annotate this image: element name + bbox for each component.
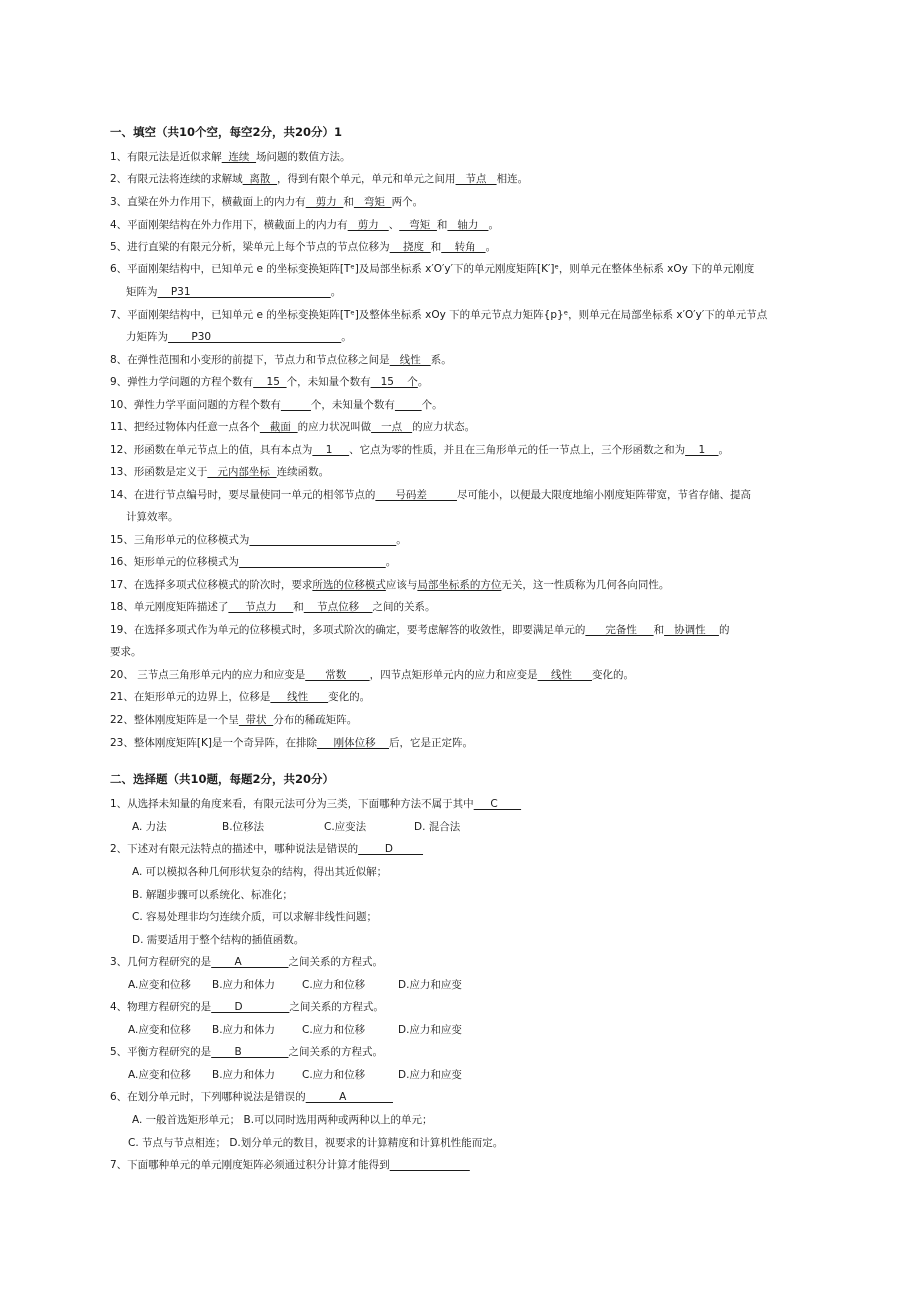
choice-q4-option-c: C.应力和位移 [302, 1024, 366, 1036]
choice-q5: 5、平衡方程研究的是 B 之间关系的方程式。 [110, 1046, 383, 1058]
choice-q4-option-b: B.应力和体力 [212, 1024, 276, 1036]
fill-q7: 7、平面刚架结构中，已知单元 e 的坐标变换矩阵[Tᵉ]及整体坐标系 xOy 下的单元节点力矩阵{p}ᵉ，则单元在局部坐标系 x′O′y′下的单元节点 [110, 309, 768, 321]
choice-q3-option-a: A.应变和位移 [128, 979, 191, 991]
fill-q12: 12、形函数在单元节点上的值，具有本点为 1 、它点为零的性质，并且在三角形单元的任一节点上，三个形函数之和为 1 。 [110, 444, 729, 456]
fill-q7-cont: 力矩阵为 P30 。 [126, 331, 352, 343]
choice-q7: 7、下面哪种单元的单元刚度矩阵必须通过积分计算才能得到 [110, 1159, 390, 1171]
choice-q6-options-cd: C. 节点与节点相连； D.划分单元的数目，视要求的计算精度和计算机性能而定。 [128, 1137, 504, 1149]
fill-q5: 5、进行直梁的有限元分析，梁单元上每个节点的节点位移为 挠度 和 转角 。 [110, 241, 497, 253]
choice-q2-option-c: C. 容易处理非均匀连续介质，可以求解非线性问题； [132, 911, 378, 923]
fill-q20: 20、 三节点三角形单元内的应力和应变是 常数 ，四节点矩形单元内的应力和应变是 线性 变化的。 [110, 669, 634, 681]
choice-q6: 6、在划分单元时，下列哪种说法是错误的 A [110, 1091, 393, 1103]
fill-q17: 17、在选择多项式位移模式的阶次时，要求所选的位移模式应该与局部坐标系的方位无关，这一性质称为几何各向同性。 [110, 579, 670, 591]
choice-q5-option-a: A.应变和位移 [128, 1069, 191, 1081]
fill-q6-cont: 矩阵为 P31 。 [126, 286, 342, 298]
choice-q6-options-ab: A. 一般首选矩形单元； B.可以同时选用两种或两种以上的单元； [132, 1114, 433, 1126]
fill-q3: 3、直梁在外力作用下，横截面上的内力有 剪力 和 弯矩 两个。 [110, 196, 424, 208]
fill-q11: 11、把经过物体内任意一点各个 截面 的应力状况叫做 一点 的应力状态。 [110, 421, 476, 433]
choice-q2-option-d: D. 需要适用于整个结构的插值函数。 [132, 934, 305, 946]
fill-q14: 14、在进行节点编号时，要尽量使同一单元的相邻节点的 号码差 尽可能小，以便最大限度地缩小刚度矩阵带宽，节省存储、提高 [110, 489, 751, 501]
choice-q5-option-d: D.应力和应变 [398, 1069, 462, 1081]
fill-q16: 16、矩形单元的位移模式为 。 [110, 556, 397, 568]
choice-q3: 3、几何方程研究的是 A 之间关系的方程式。 [110, 956, 383, 968]
choice-q5-option-b: B.应力和体力 [212, 1069, 276, 1081]
fill-q14-cont: 计算效率。 [126, 511, 179, 523]
fill-q19-cont: 要求。 [110, 646, 142, 658]
choice-q2: 2、下述对有限元法特点的描述中，哪种说法是错误的 D [110, 843, 424, 855]
fill-q4: 4、平面刚架结构在外力作用下，横截面上的内力有 剪力 、 弯矩 和 轴力 。 [110, 219, 499, 231]
fill-q8: 8、在弹性范围和小变形的前提下，节点力和节点位移之间是 线性 系。 [110, 354, 452, 366]
fill-q22: 22、整体刚度矩阵是一个呈 带状 分布的稀疏矩阵。 [110, 714, 358, 726]
fill-q18: 18、单元刚度矩阵描述了 节点力 和 节点位移 之间的关系。 [110, 601, 436, 613]
choice-q1-option-d: D. 混合法 [414, 821, 461, 833]
choice-q4-option-d: D.应力和应变 [398, 1024, 462, 1036]
section1-title: 一、填空（共10个空，每空2分，共20分）1 [110, 125, 343, 139]
choice-q1-option-b: B.位移法 [222, 821, 265, 833]
choice-q2-option-b: B. 解题步骤可以系统化、标准化； [132, 889, 293, 901]
fill-q23: 23、整体刚度矩阵[K]是一个奇异阵，在排除 刚体位移 后，它是正定阵。 [110, 737, 473, 749]
choice-q5-option-c: C.应力和位移 [302, 1069, 366, 1081]
fill-q15: 15、三角形单元的位移模式为 。 [110, 534, 407, 546]
fill-q21: 21、在矩形单元的边界上，位移是 线性 变化的。 [110, 691, 371, 703]
choice-q1: 1、从选择未知量的角度来看，有限元法可分为三类，下面哪种方法不属于其中 C [110, 798, 522, 810]
fill-q9: 9、弹性力学问题的方程个数有 15 个，未知量个数有 15 个。 [110, 376, 429, 388]
choice-q4-option-a: A.应变和位移 [128, 1024, 191, 1036]
fill-q13: 13、形函数是定义于 元内部坐标 连续函数。 [110, 466, 330, 478]
choice-q4: 4、物理方程研究的是 D 之间关系的方程式。 [110, 1001, 384, 1013]
choice-q3-option-d: D.应力和应变 [398, 979, 462, 991]
choice-q1-option-c: C.应变法 [324, 821, 367, 833]
choice-q1-option-a: A. 力法 [132, 821, 167, 833]
section2-title: 二、选择题（共10题，每题2分，共20分） [110, 772, 335, 786]
fill-q6: 6、平面刚架结构中，已知单元 e 的坐标变换矩阵[Tᵉ]及局部坐标系 x′O′y′下的单元刚度矩阵[K′]ᵉ，则单元在整体坐标系 xOy 下的单元刚度 [110, 263, 755, 275]
fill-q1: 1、有限元法是近似求解 连续 场问题的数值方法。 [110, 151, 351, 163]
fill-q19: 19、在选择多项式作为单元的位移模式时，多项式阶次的确定，要考虑解答的收敛性，即要满足单元的 完备性 和 协调性 的 [110, 624, 730, 636]
fill-q2: 2、有限元法将连续的求解域 离散 ，得到有限个单元，单元和单元之间用 节点 相连。 [110, 173, 529, 185]
choice-q2-option-a: A. 可以模拟各种几何形状复杂的结构，得出其近似解； [132, 866, 388, 878]
choice-q3-option-c: C.应力和位移 [302, 979, 366, 991]
choice-q3-option-b: B.应力和体力 [212, 979, 276, 991]
fill-q10: 10、弹性力学平面问题的方程个数有 个，未知量个数有 个。 [110, 399, 443, 411]
